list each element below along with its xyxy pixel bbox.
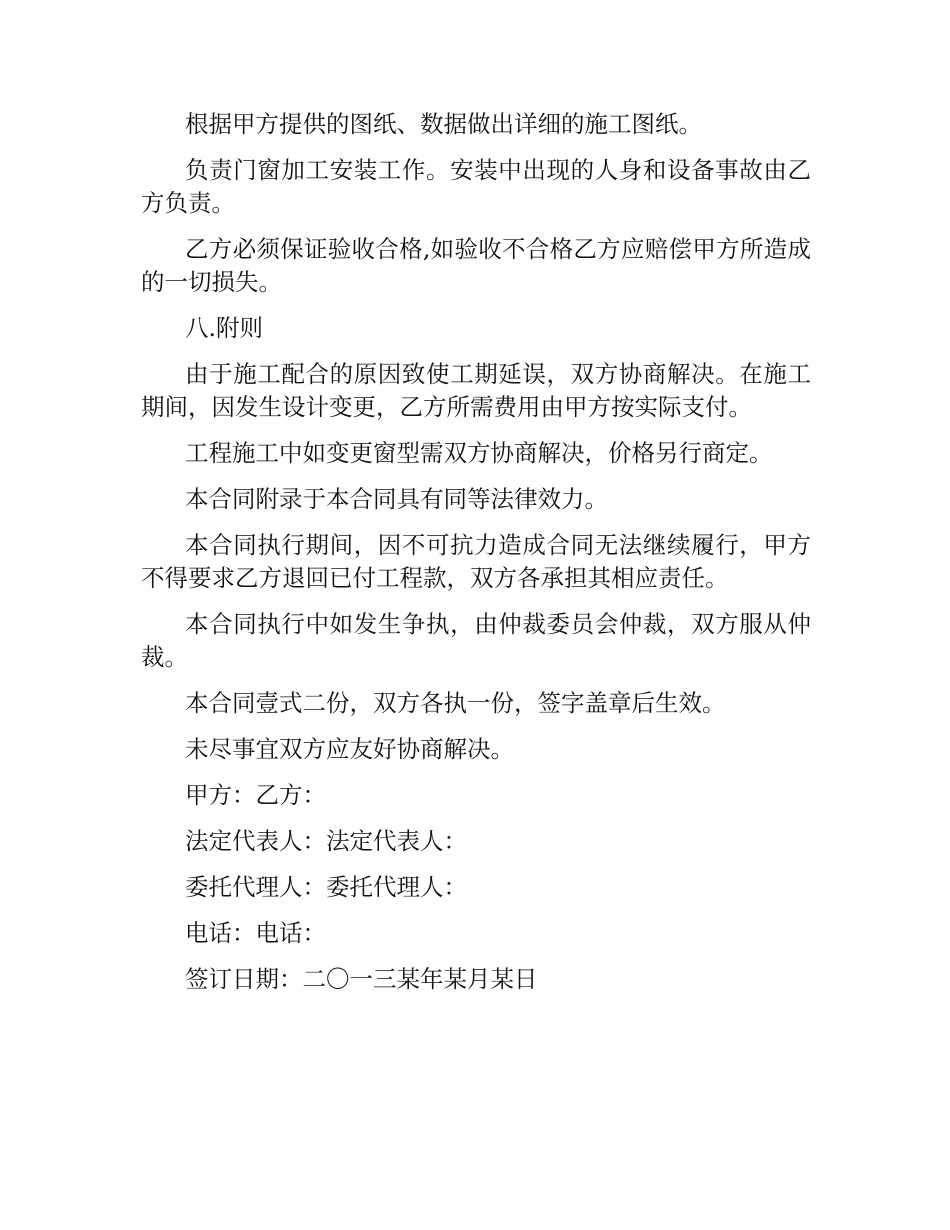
section-heading-supplementary: 八.附则 (185, 314, 263, 342)
signature-date-line: 签订日期：二〇一三某年某月某日 (185, 965, 538, 993)
paragraph-delay: 由于施工配合的原因致使工期延误，双方协商解决。在施工期间，因发生设计变更，乙方所需费用由甲方按实际支付。 (141, 360, 811, 421)
signature-legal-rep-line: 法定代表人：法定代表人： (185, 827, 467, 855)
paragraph-installation-responsibility: 负责门窗加工安装工作。安装中出现的人身和设备事故由乙方负责。 (141, 156, 811, 217)
paragraph-unresolved: 未尽事宜双方应友好协商解决。 (185, 735, 514, 763)
paragraph-drawings: 根据甲方提供的图纸、数据做出详细的施工图纸。 (185, 110, 702, 138)
document-body (141, 108, 811, 1009)
signature-party-line: 甲方：乙方： (185, 781, 326, 809)
signature-phone-line: 电话：电话： (185, 919, 326, 947)
paragraph-arbitration: 本合同执行中如发生争执，由仲裁委员会仲裁，双方服从仲裁。 (141, 610, 811, 671)
signature-agent-line: 委托代理人：委托代理人： (185, 873, 467, 901)
paragraph-acceptance: 乙方必须保证验收合格,如验收不合格乙方应赔偿甲方所造成的一切损失。 (141, 235, 811, 296)
paragraph-copies: 本合同壹式二份，双方各执一份，签字盖章后生效。 (185, 689, 726, 717)
paragraph-window-change: 工程施工中如变更窗型需双方协商解决，价格另行商定。 (185, 439, 773, 467)
paragraph-force-majeure: 本合同执行期间，因不可抗力造成合同无法继续履行，甲方不得要求乙方退回已付工程款，双方各承担其相应责任。 (141, 531, 811, 592)
paragraph-appendix: 本合同附录于本合同具有同等法律效力。 (185, 485, 608, 513)
